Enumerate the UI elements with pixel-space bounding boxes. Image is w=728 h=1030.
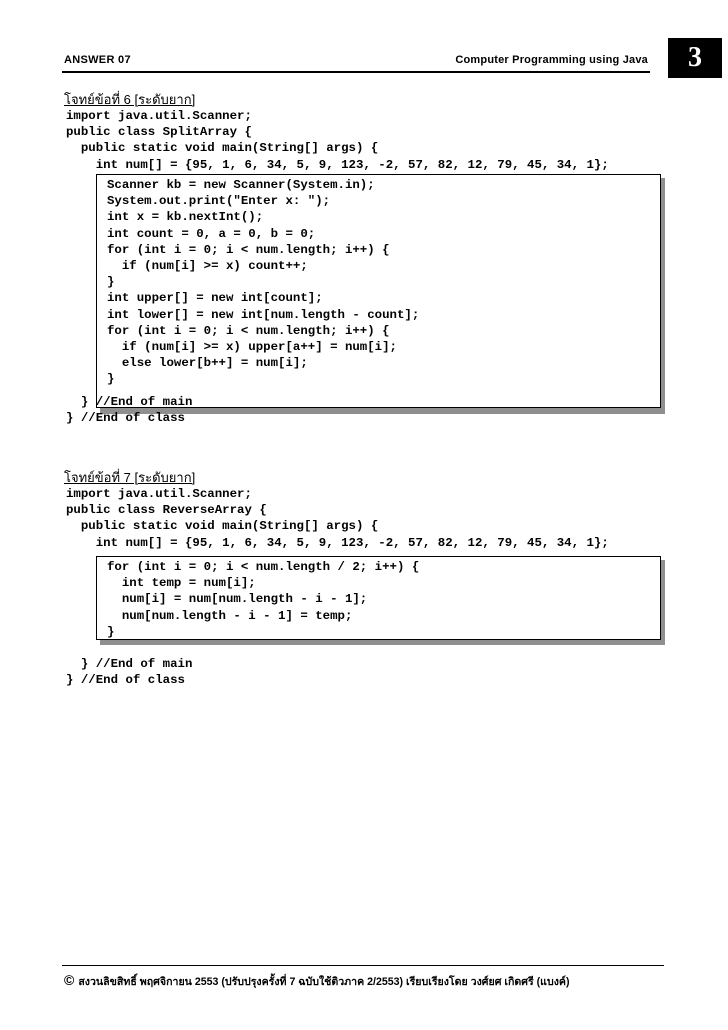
header-course-title: Computer Programming using Java xyxy=(455,54,648,66)
exercise-6-answer-box xyxy=(96,174,661,408)
exercise-6-answer-code: Scanner kb = new Scanner(System.in); System.out.print("Enter x: "); int x = kb.nextInt(); int count = 0, a = 0, b = 0; for (int i = 0; i < num.length; i++) { if (num[i] >= x) count++; } int upper[] = new int[count]; int lower[] = new int[num.length - count]; for (int i = 0; i < num.length; i++) { if (num[i] >= x) upper[a++] = num[i]; else lower[b++] = num[i]; } xyxy=(107,178,420,387)
header-answer-label: ANSWER 07 xyxy=(64,54,131,66)
exercise-7-code-footer: } //End of main } //End of class xyxy=(66,657,193,688)
copyright-icon: © xyxy=(64,972,75,988)
page-number-tab: 3 xyxy=(668,38,722,78)
footer-divider xyxy=(62,965,664,966)
exercise-6-title: โจทย์ข้อที่ 6 [ระดับยาก] xyxy=(64,92,196,107)
page-footer xyxy=(64,972,570,990)
exercise-7-code-header: import java.util.Scanner; public class ReverseArray { public static void main(String[] args) { int num[] = {95, 1, 6, 34, 5, 9, 123, -2, 57, 82, 12, 79, 45, 34, 1}; xyxy=(66,487,609,550)
exercise-7-title: โจทย์ข้อที่ 7 [ระดับยาก] xyxy=(64,470,196,485)
header-divider xyxy=(62,71,650,73)
exercise-6-code-header: import java.util.Scanner; public class SplitArray { public static void main(String[] args) { int num[] = {95, 1, 6, 34, 5, 9, 123, -2, 57, 82, 12, 79, 45, 34, 1}; xyxy=(66,109,609,172)
exercise-7-answer-code: for (int i = 0; i < num.length / 2; i++) { int temp = num[i]; num[i] = num[num.length - i - 1]; num[num.length - i - 1] = temp; } xyxy=(107,560,420,639)
exercise-7-answer-box xyxy=(96,556,661,640)
exercise-6-code-footer: } //End of main } //End of class xyxy=(66,395,193,426)
footer-text: สงวนลิขสิทธิ์ พฤศจิกายน 2553 (ปรับปรุงครั้งที่ 7 ฉบับใช้ติวภาค 2/2553) เรียบเรียงโดย วงศ์ยศ เกิดศรี (แบงค์) xyxy=(78,976,570,988)
